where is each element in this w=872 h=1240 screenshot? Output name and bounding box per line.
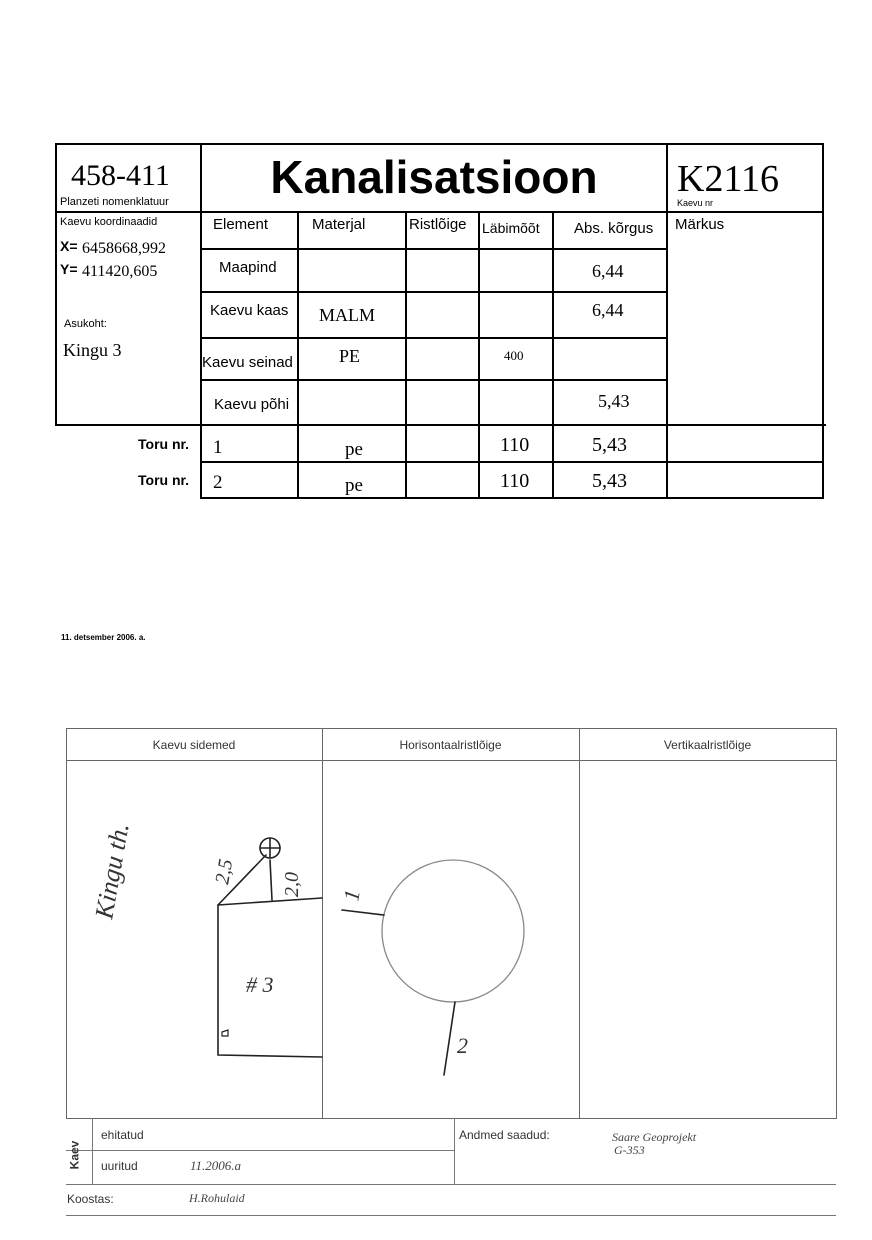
page-title: Kanalisatsioon [270,151,598,203]
pipe-diameter: 110 [500,470,530,492]
surveyed-label: uuritud [101,1159,138,1173]
nomenclature-label: Planzeti nomenklatuur [60,196,169,208]
table-row-element: Kaevu põhi [214,396,290,413]
pipe-number: 2 [213,472,223,493]
divider [92,1118,93,1184]
pipe-1-line [342,910,384,915]
pipe-number: 1 [213,437,223,458]
pipe-material: pe [345,439,363,460]
document-date: 11. detsember 2006. a. [61,633,146,642]
vertical-kaev-label: Kaev [67,1140,82,1170]
table-row-height: 6,44 [592,261,624,281]
sketch-header-horizontal: Horisontaalristlõige [399,738,502,752]
pipe-diameter: 110 [500,434,530,456]
pipe-2-line [444,1002,455,1075]
divider [66,1184,836,1185]
pipe-height: 5,43 [592,470,627,492]
column-header-abs-height: Abs. kõrgus [574,220,654,237]
house-label: # 3 [246,972,274,997]
column-header-notes: Märkus [675,216,725,233]
pipe-1-label: 1 [338,887,365,903]
built-label: ehitatud [101,1128,144,1142]
x-label: X= [60,238,78,254]
building-top [218,898,322,905]
well-cross-section [382,860,524,1002]
divider [454,1118,455,1184]
street-label: Kingu th. [89,820,135,922]
coords-label: Kaevu koordinaadid [60,216,158,228]
well-number-label: Kaevu nr [677,198,714,208]
table-row-height: 6,44 [592,300,624,320]
table-row-element: Kaevu kaas [210,302,289,319]
tie-line-b [270,860,272,900]
column-header-diameter: Läbimõõt [482,220,540,236]
table-row-material: PE [339,346,361,366]
data-from-value: Saare Geoprojekt [612,1130,697,1144]
dimension-a: 2,5 [211,857,238,886]
divider [66,1150,454,1151]
y-label: Y= [60,261,78,277]
well-number-value: K2116 [677,158,780,200]
surveyed-value: 11.2006.a [190,1158,242,1173]
divider [66,1215,836,1216]
sketch-header-connections: Kaevu sidemed [152,738,236,752]
pipe-material: pe [345,475,363,496]
table-row-element: Kaevu seinad [202,354,293,371]
table-row-diameter: 400 [504,348,524,363]
y-value: 411420,605 [82,263,158,280]
column-header-cross-section: Ristlõige [409,216,467,233]
table-row-height: 5,43 [598,391,630,411]
compiled-value: H.Rohulaid [189,1191,245,1205]
compiled-label: Koostas: [67,1192,114,1206]
pipe-height: 5,43 [592,434,627,456]
pipe-2-label: 2 [457,1033,468,1058]
location-label: Asukoht: [64,318,107,330]
data-from-code: G-353 [614,1143,645,1157]
nomenclature-value: 458-411 [71,159,170,192]
sketch-header-vertical: Vertikaalristlõige [663,738,752,752]
table-row-material: MALM [319,305,376,325]
dimension-b: 2,0 [281,872,303,897]
column-header-element: Element [213,216,269,233]
pipe-label: Toru nr. [138,472,190,488]
data-from-label: Andmed saadud: [459,1128,550,1142]
pipe-label: Toru nr. [138,436,190,452]
x-value: 6458668,992 [82,240,166,257]
column-header-material: Materjal [312,216,366,233]
table-row-element: Maapind [219,259,277,276]
location-value: Kingu 3 [63,340,122,360]
